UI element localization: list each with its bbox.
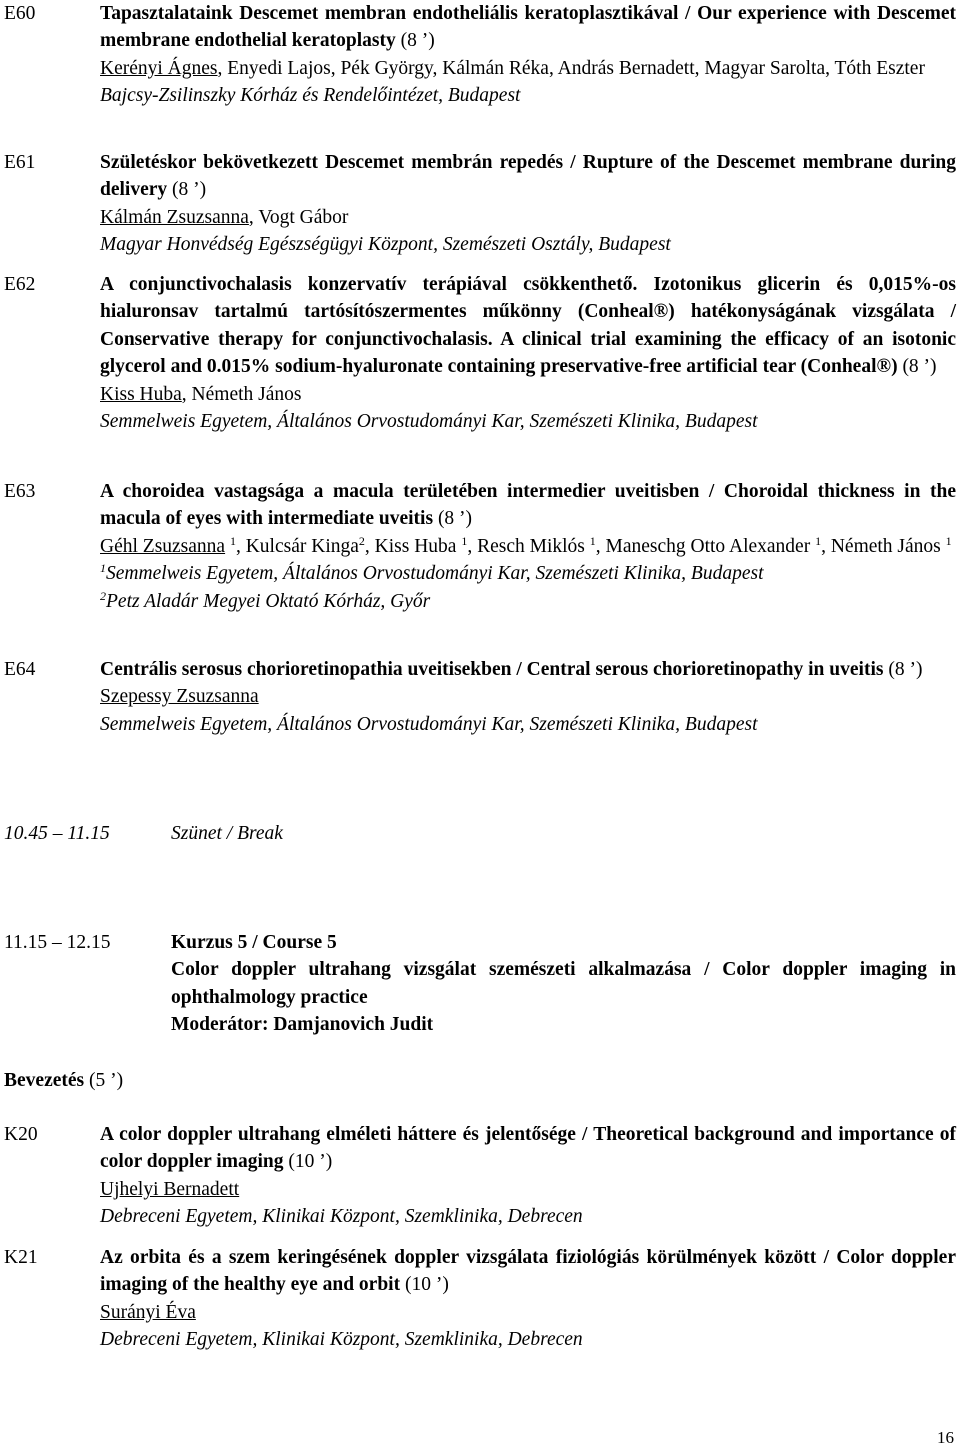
entry-title	[100, 1121, 956, 1176]
page-number: 16	[937, 1427, 954, 1447]
author-name: Németh János	[830, 535, 941, 557]
entry-title	[100, 478, 956, 533]
author-name: Kulcsár Kinga	[245, 535, 359, 557]
entry-title-text: Születéskor bekövetkezett Descemet membrán repedés / Rupture of the Descemet membrane during delivery	[100, 152, 956, 201]
course-intro	[4, 1067, 123, 1094]
author-affiliation-marker: 1	[461, 533, 468, 548]
course-time: 11.15 – 12.15	[4, 932, 111, 953]
entry-institution: Semmelweis Egyetem, Általános Orvostudományi Kar, Szemészeti Klinika, Budapest	[100, 411, 758, 433]
entry-title	[100, 1244, 956, 1299]
entry-title-text: Az orbita és a szem keringésének doppler vizsgálata fiziológiás körülmények között / Color doppler imaging of the healthy eye and orbit	[100, 1247, 956, 1296]
course-heading: Kurzus 5 / Course 5	[171, 932, 337, 953]
entry-authors	[100, 204, 956, 231]
entry-duration: (10 ’)	[288, 1151, 333, 1173]
entry-code: E61	[4, 152, 36, 173]
presenter-name: Kiss Huba	[100, 383, 182, 405]
affiliation-number: 1	[100, 561, 106, 576]
presenter-name: Kerényi Ágnes	[100, 57, 218, 79]
affiliation-text: Semmelweis Egyetem, Általános Orvostudományi Kar, Szemészeti Klinika, Budapest	[106, 563, 764, 585]
author-name: Géhl Zsuzsanna	[100, 535, 226, 557]
entry-title-text: A color doppler ultrahang elméleti háttere és jelentősége / Theoretical background and importance of color doppler imaging	[100, 1124, 956, 1173]
break-time: 10.45 – 11.15	[4, 823, 110, 844]
entry-authors: Géhl Zsuzsanna $^1$, Kulcsár Kinga$^2$, Kiss Huba $^1$, Resch Miklós $^1$, Maneschg Otto Alexander $^1$, Németh János $^1$	[100, 533, 952, 557]
affiliation-line	[100, 588, 956, 615]
entry-title	[100, 656, 956, 683]
entry-code: K20	[4, 1124, 38, 1145]
intro-label: Bevezetés	[4, 1070, 85, 1091]
presenter-name: Kálmán Zsuzsanna	[100, 206, 249, 228]
entry-institution: Bajcsy-Zsilinszky Kórház és Rendelőintézet, Budapest	[100, 85, 521, 107]
author-affiliation-marker: 1	[229, 533, 236, 548]
presenter-name: Surányi Éva	[100, 1301, 196, 1323]
entry-duration: (8 ’)	[888, 659, 923, 680]
entry-title	[100, 271, 956, 381]
entry-authors	[100, 683, 956, 710]
break-label: Szünet / Break	[171, 823, 283, 844]
entry-institution: Debreceni Egyetem, Klinikai Központ, Szemklinika, Debrecen	[100, 1206, 583, 1228]
course-topic: Color doppler ultrahang vizsgálat szemészeti alkalmazása / Color doppler imaging in ophthalmology practice	[171, 959, 956, 1008]
author-affiliation-marker: 1	[815, 533, 822, 548]
presenter-name: Ujhelyi Bernadett	[100, 1178, 240, 1200]
entry-authors	[100, 381, 956, 408]
coauthor-names: , Németh János	[181, 383, 302, 405]
entry-authors	[100, 1299, 956, 1326]
author-affiliation-marker: 1	[945, 533, 952, 548]
entry-institution: Magyar Honvédség Egészségügyi Központ, Szemészeti Osztály, Budapest	[100, 234, 671, 256]
entry-code: E62	[4, 274, 36, 295]
entry-title	[100, 149, 956, 204]
presenter-name: Szepessy Zsuzsanna	[100, 686, 259, 708]
entry-title-text: Tapasztalataink Descemet membran endotheliális keratoplasztikával / Our experience with Descemet membrane endothelial keratoplasty	[100, 3, 956, 52]
entry-title-text: A conjunctivochalasis konzervatív terápiával csökkenthető. Izotonikus glicerin és 0,015%-os hialuronsav tartalmú tartósítószermentes műkönny (Conheal®) hatékonyságának vizsgálata / Conservative therapy for conjunctivochalasis. A clinical trial examining the efficacy of an isotonic glycerol and 0.015% sodium-hyaluronate containing preservative-free artificial tear (Conheal®)	[100, 274, 956, 378]
entry-title-text: A choroidea vastagsága a macula területében intermedier uveitisben / Choroidal thickness in the macula of eyes with intermediate uveitis	[100, 481, 956, 530]
entry-title	[100, 0, 956, 55]
entry-code: E63	[4, 481, 36, 502]
entry-duration: (8 ’)	[172, 179, 207, 201]
course-moderator: Moderátor: Damjanovich Judit	[171, 1014, 434, 1036]
affiliation-line	[100, 560, 956, 587]
author-name: Maneschg Otto Alexander	[605, 535, 811, 557]
entry-code: E64	[4, 659, 36, 680]
author-name: Resch Miklós	[477, 535, 585, 557]
intro-duration: (5 ’)	[89, 1070, 124, 1091]
entry-duration: (8 ’)	[902, 356, 937, 378]
entry-duration: (8 ’)	[400, 30, 435, 52]
entry-authors	[100, 1176, 956, 1203]
coauthor-names: , Vogt Gábor	[248, 206, 349, 228]
author-name: Kiss Huba	[374, 535, 457, 557]
entry-institution: Semmelweis Egyetem, Általános Orvostudományi Kar, Szemészeti Klinika, Budapest	[100, 713, 758, 735]
entry-title-text: Centrális serosus chorioretinopathia uveitisekben / Central serous chorioretinopathy in uveitis	[100, 659, 884, 680]
entry-institution: Debreceni Egyetem, Klinikai Központ, Szemklinika, Debrecen	[100, 1329, 583, 1351]
entry-code: E60	[4, 3, 36, 24]
coauthor-names: , Enyedi Lajos, Pék György, Kálmán Réka, András Bernadett, Magyar Sarolta, Tóth Eszter	[217, 57, 925, 79]
author-affiliation-marker: 2	[358, 533, 365, 548]
entry-duration: (8 ’)	[437, 508, 473, 530]
affiliation-number: 2	[100, 588, 106, 603]
entry-code: K21	[4, 1247, 38, 1268]
entry-duration: (10 ’)	[404, 1274, 449, 1296]
course-block	[171, 929, 956, 1039]
entry-authors	[100, 55, 956, 82]
author-affiliation-marker: 1	[589, 533, 596, 548]
affiliation-text: Petz Aladár Megyei Oktató Kórház, Győr	[106, 590, 431, 612]
